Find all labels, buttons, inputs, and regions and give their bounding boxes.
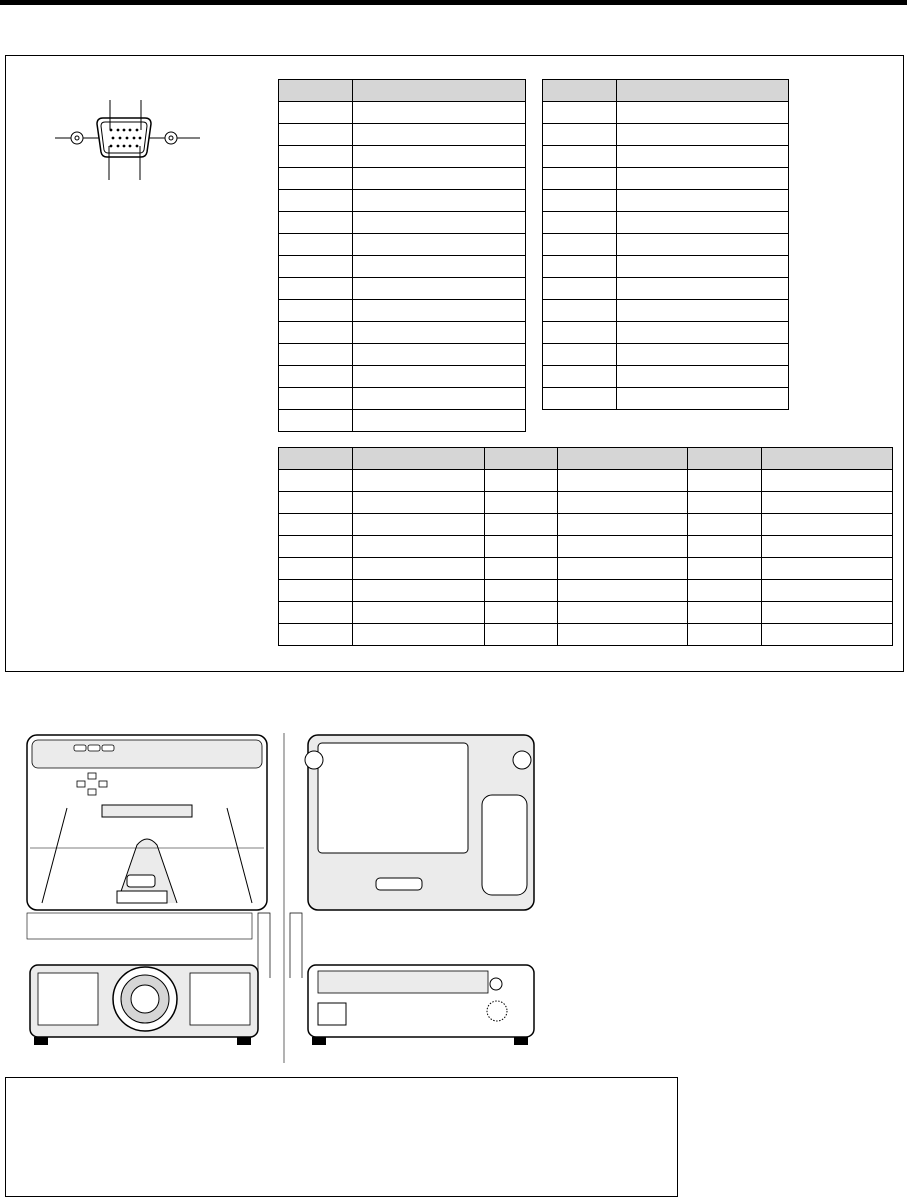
table-cell <box>353 234 526 256</box>
table-cell <box>762 624 893 646</box>
table-cell <box>279 212 353 234</box>
pin-table-left <box>278 79 526 432</box>
table-cell <box>353 536 485 558</box>
table-cell <box>543 256 617 278</box>
table-row <box>279 124 526 146</box>
table-row <box>543 124 789 146</box>
table-cell <box>688 448 762 470</box>
table-cell <box>617 300 789 322</box>
table-cell <box>688 536 762 558</box>
table-row <box>279 470 893 492</box>
table-cell <box>353 514 485 536</box>
table-cell <box>279 300 353 322</box>
table-cell <box>558 602 688 624</box>
table-cell <box>617 80 789 102</box>
table-cell <box>485 558 558 580</box>
projector-front-view <box>30 965 258 1045</box>
table-cell <box>617 366 789 388</box>
pin-table-bottom <box>278 447 893 646</box>
table-cell <box>688 470 762 492</box>
table-cell <box>558 624 688 646</box>
table-row <box>279 580 893 602</box>
table-row <box>279 388 526 410</box>
table-row <box>543 344 789 366</box>
table-row <box>279 256 526 278</box>
table-cell <box>353 580 485 602</box>
table-cell <box>279 410 353 432</box>
table-row <box>279 168 526 190</box>
table-cell <box>617 124 789 146</box>
table-cell <box>617 102 789 124</box>
top-rule <box>0 0 907 5</box>
table-row <box>543 102 789 124</box>
table-row <box>279 300 526 322</box>
table-cell <box>353 470 485 492</box>
table-cell <box>543 124 617 146</box>
table-cell <box>279 624 353 646</box>
table-cell <box>543 388 617 410</box>
table-cell <box>279 146 353 168</box>
table-row <box>279 410 526 432</box>
table-cell <box>558 558 688 580</box>
projector-views-illustration <box>22 733 542 1063</box>
table-row <box>279 146 526 168</box>
table-cell <box>543 168 617 190</box>
table-cell <box>279 344 353 366</box>
table-row <box>543 146 789 168</box>
table-header-row <box>279 448 893 470</box>
table-cell <box>617 168 789 190</box>
table-header-row <box>279 80 526 102</box>
table-cell <box>688 558 762 580</box>
table-cell <box>762 492 893 514</box>
table-cell <box>279 514 353 536</box>
table-cell <box>617 190 789 212</box>
table-cell <box>762 514 893 536</box>
table-cell <box>485 470 558 492</box>
table-row <box>543 322 789 344</box>
table-cell <box>485 492 558 514</box>
pin-table-right <box>542 79 789 410</box>
table-cell <box>543 80 617 102</box>
table-cell <box>279 322 353 344</box>
table-cell <box>617 256 789 278</box>
table-cell <box>353 410 526 432</box>
table-cell <box>485 448 558 470</box>
table-cell <box>762 448 893 470</box>
table-cell <box>617 322 789 344</box>
table-cell <box>543 300 617 322</box>
table-row <box>543 168 789 190</box>
table-cell <box>279 124 353 146</box>
table-cell <box>762 602 893 624</box>
table-row <box>279 602 893 624</box>
table-cell <box>353 300 526 322</box>
table-cell <box>353 168 526 190</box>
table-cell <box>617 212 789 234</box>
table-row <box>279 322 526 344</box>
table-cell <box>543 102 617 124</box>
table-row <box>279 492 893 514</box>
note-box <box>5 1077 678 1197</box>
table-cell <box>279 492 353 514</box>
table-cell <box>688 514 762 536</box>
table-cell <box>543 190 617 212</box>
table-row <box>279 190 526 212</box>
table-cell <box>279 388 353 410</box>
table-cell <box>543 322 617 344</box>
table-cell <box>543 234 617 256</box>
table-cell <box>353 256 526 278</box>
table-cell <box>353 102 526 124</box>
table-cell <box>353 146 526 168</box>
table-cell <box>617 146 789 168</box>
table-cell <box>543 278 617 300</box>
table-cell <box>617 234 789 256</box>
table-cell <box>279 256 353 278</box>
table-cell <box>485 536 558 558</box>
table-cell <box>558 448 688 470</box>
table-row <box>543 234 789 256</box>
table-cell <box>485 624 558 646</box>
table-cell <box>353 80 526 102</box>
table-cell <box>279 80 353 102</box>
table-cell <box>279 168 353 190</box>
table-cell <box>688 624 762 646</box>
table-cell <box>485 580 558 602</box>
table-row <box>543 300 789 322</box>
table-cell <box>279 470 353 492</box>
table-cell <box>279 448 353 470</box>
table-cell <box>353 366 526 388</box>
table-cell <box>617 278 789 300</box>
table-cell <box>762 470 893 492</box>
table-cell <box>543 146 617 168</box>
table-row <box>543 388 789 410</box>
table-row <box>543 256 789 278</box>
projector-top-view <box>27 735 267 910</box>
table-row <box>543 190 789 212</box>
table-cell <box>279 602 353 624</box>
table-cell <box>353 124 526 146</box>
table-row <box>279 102 526 124</box>
table-cell <box>617 388 789 410</box>
table-row <box>279 212 526 234</box>
table-cell <box>279 234 353 256</box>
table-cell <box>279 366 353 388</box>
table-cell <box>353 558 485 580</box>
table-cell <box>617 344 789 366</box>
table-row <box>279 536 893 558</box>
table-cell <box>279 536 353 558</box>
table-cell <box>279 580 353 602</box>
table-cell <box>558 470 688 492</box>
table-cell <box>353 492 485 514</box>
table-cell <box>353 388 526 410</box>
table-cell <box>279 278 353 300</box>
table-row <box>279 514 893 536</box>
table-row <box>543 212 789 234</box>
table-cell <box>279 102 353 124</box>
table-cell <box>762 536 893 558</box>
table-row <box>279 278 526 300</box>
table-header-row <box>543 80 789 102</box>
table-cell <box>353 322 526 344</box>
vga-connector-icon <box>55 100 200 180</box>
table-cell <box>353 278 526 300</box>
table-cell <box>353 344 526 366</box>
table-row <box>279 234 526 256</box>
table-cell <box>353 602 485 624</box>
table-row <box>543 366 789 388</box>
table-cell <box>688 492 762 514</box>
table-cell <box>353 448 485 470</box>
table-cell <box>688 580 762 602</box>
table-row <box>279 558 893 580</box>
table-cell <box>558 492 688 514</box>
table-row <box>543 278 789 300</box>
table-cell <box>543 366 617 388</box>
table-cell <box>558 514 688 536</box>
table-cell <box>485 602 558 624</box>
table-cell <box>762 580 893 602</box>
table-cell <box>543 344 617 366</box>
table-cell <box>762 558 893 580</box>
table-cell <box>353 190 526 212</box>
table-row <box>279 624 893 646</box>
table-cell <box>688 602 762 624</box>
table-row <box>279 344 526 366</box>
projector-rear-view <box>308 965 534 1045</box>
table-cell <box>558 580 688 602</box>
table-cell <box>279 558 353 580</box>
table-cell <box>353 212 526 234</box>
table-cell <box>543 212 617 234</box>
table-cell <box>353 624 485 646</box>
table-cell <box>558 536 688 558</box>
table-cell <box>485 514 558 536</box>
table-row <box>279 366 526 388</box>
table-cell <box>279 190 353 212</box>
